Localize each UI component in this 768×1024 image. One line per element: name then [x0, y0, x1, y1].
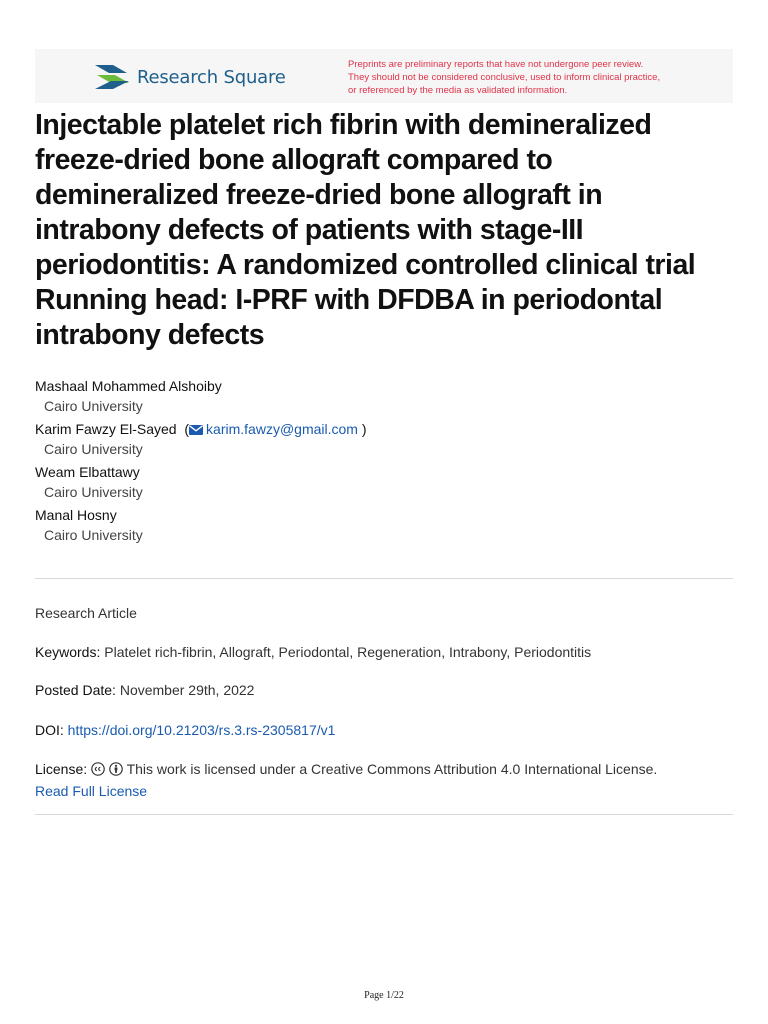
keywords-row [35, 641, 733, 663]
author-entry [35, 505, 733, 545]
doi-label: DOI: [35, 722, 64, 738]
notice-line: or referenced by the media as validated information. [348, 85, 568, 96]
author-affiliation: Cairo University [44, 484, 143, 500]
author-entry [35, 376, 733, 416]
preprint-header [35, 49, 733, 103]
read-full-license-link[interactable]: Read Full License [35, 783, 148, 799]
author-email: karim.fawzy@gmail.com [206, 421, 358, 437]
title-line: intrabony defects of patients with stage-III [35, 214, 584, 246]
title-line: Running head: I-PRF with DFDBA in periodontal [35, 284, 663, 316]
author-entry [35, 419, 733, 459]
envelope-icon [189, 425, 203, 435]
license-row [35, 758, 733, 802]
keywords-label: Keywords: [35, 644, 101, 660]
author-affiliation: Cairo University [44, 527, 143, 543]
license-text: This work is licensed under a Creative Commons Attribution 4.0 International License. [126, 761, 658, 777]
doi-row [35, 719, 733, 741]
paper-title [35, 108, 733, 353]
research-square-logo-icon [93, 63, 131, 91]
author-name: Weam Elbattawy [35, 464, 140, 480]
brand-name: Research Square [137, 66, 286, 88]
author-name: Mashaal Mohammed Alshoiby [35, 378, 222, 394]
author-affiliation: Cairo University [44, 398, 143, 414]
article-type: Research Article [35, 605, 137, 621]
author-email-link[interactable] [189, 421, 358, 437]
creative-commons-icon [91, 762, 105, 776]
author-name: Manal Hosny [35, 507, 117, 523]
preprint-notice [348, 58, 718, 97]
title-line: demineralized freeze-dried bone allograft in [35, 179, 603, 211]
author-list [35, 376, 733, 548]
posted-date-label: Posted Date: [35, 682, 116, 698]
notice-line: They should not be considered conclusive, used to inform clinical practice, [348, 72, 661, 83]
research-square-logo[interactable] [93, 63, 286, 91]
title-line: freeze-dried bone allograft compared to [35, 144, 553, 176]
title-line: periodontitis: A randomized controlled clinical trial [35, 249, 696, 281]
license-label: License: [35, 761, 88, 777]
divider [35, 578, 733, 579]
author-entry [35, 462, 733, 502]
author-name-row: Karim Fawzy El-Sayed ( karim.fawzy@gmail.com ) [35, 421, 367, 437]
divider [35, 814, 733, 815]
page-number: Page 1/22 [364, 990, 404, 1001]
posted-date-value: November 29th, 2022 [119, 682, 255, 698]
title-line: intrabony defects [35, 319, 265, 351]
keywords-value: Platelet rich-fibrin, Allograft, Periodontal, Regeneration, Intrabony, Periodontitis [104, 644, 592, 660]
posted-date-row [35, 679, 733, 701]
doi-link[interactable]: https://doi.org/10.21203/rs.3.rs-2305817/v1 [67, 722, 336, 738]
attribution-icon [109, 762, 123, 776]
author-affiliation: Cairo University [44, 441, 143, 457]
author-name: Karim Fawzy El-Sayed [35, 421, 177, 437]
notice-line: Preprints are preliminary reports that have not undergone peer review. [348, 59, 644, 70]
title-line: Injectable platelet rich fibrin with demineralized [35, 109, 652, 141]
